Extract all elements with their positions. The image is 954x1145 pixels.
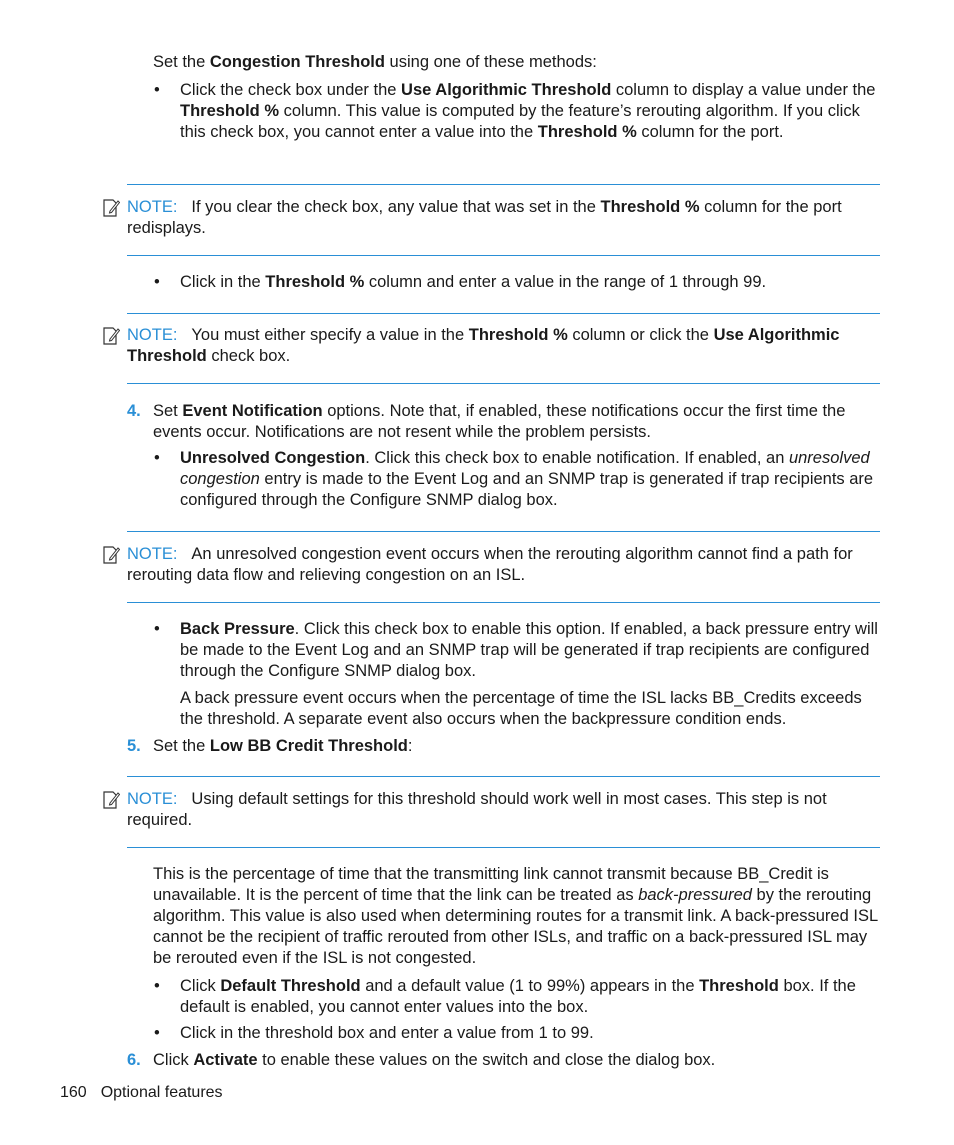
page-footer xyxy=(60,1082,223,1103)
step-text: options. Note that, if enabled, these notifications occur the first time the events occur. Notifications are not resent while the problem persists. xyxy=(153,402,846,441)
paragraph-text: This is the percentage of time that the transmitting link cannot transmit because BB_Credit is unavailable. It is the percent of time that the link can be treated as xyxy=(153,865,829,904)
note-specify-value xyxy=(127,325,880,367)
bullet-text: column and enter a value in the range of 1 through 99. xyxy=(364,273,767,291)
note-text: An unresolved congestion event occurs when the rerouting algorithm cannot find a path for rerouting data flow and relieving congestion on an ISL. xyxy=(127,545,853,584)
unresolved-congestion-term: Unresolved Congestion xyxy=(180,449,366,467)
bullet-text: entry is made to the Event Log and an SNMP trap is generated if trap recipients are configured through the Configure SNMP dialog box. xyxy=(180,470,874,509)
bullet-back-pressure xyxy=(180,619,880,682)
note-text: You must either specify a value in the xyxy=(191,326,469,344)
step-text: to enable these values on the switch and close the dialog box. xyxy=(257,1051,716,1069)
note-pencil-icon xyxy=(102,326,120,346)
back-pressure-term: Back Pressure xyxy=(180,620,295,638)
threshold-pct-term: Threshold % xyxy=(468,326,568,344)
note-top-rule xyxy=(127,531,880,532)
bullet-unresolved-congestion xyxy=(180,448,880,511)
threshold-pct-term: Threshold % xyxy=(537,123,637,141)
note-text: If you clear the check box, any value that was set in the xyxy=(191,198,601,216)
threshold-pct-term: Threshold % xyxy=(265,273,365,291)
page-number: 160 xyxy=(60,1084,87,1101)
intro-paragraph xyxy=(153,52,883,73)
note-label: NOTE: xyxy=(127,545,178,563)
unresolved-congestion-italic: unresolved congestion xyxy=(180,449,870,488)
step-event-notification xyxy=(153,401,883,443)
threshold-term: Threshold xyxy=(699,977,779,995)
bullet-use-algorithmic xyxy=(180,80,880,143)
note-text: check box. xyxy=(206,347,291,365)
note-text: column for the port redisplays. xyxy=(127,198,842,237)
paragraph-text: by the rerouting algorithm. This value is also used when determining routes for a transmit link. A back-pressured ISL cannot be the recipient of traffic rerouted from other ISLs, and traffic on a back-pressured ISL may be rerouted even if the ISL is not congested. xyxy=(153,886,878,967)
note-top-rule xyxy=(127,313,880,314)
step-low-bb-credit xyxy=(153,736,883,757)
intro-text: Set the xyxy=(153,53,210,71)
bullet-text: column. This value is computed by the feature’s rerouting algorithm. If you click this check box, you cannot enter a value into the xyxy=(180,102,860,141)
bullet-text: and a default value (1 to 99%) appears in the xyxy=(360,977,700,995)
use-algorithmic-threshold-term: Use Algorithmic Threshold xyxy=(401,81,612,99)
note-pencil-icon xyxy=(102,545,120,565)
step-number: 4. xyxy=(127,402,141,420)
bullet-text: Click the check box under the xyxy=(180,81,402,99)
low-bb-credit-threshold-term: Low BB Credit Threshold xyxy=(209,737,408,755)
bullet-text: . Click this check box to enable this option. If enabled, a back pressure entry will be made to the Event Log and an SNMP trap will be generated if trap recipients are configured through the Configure SNMP dialog box. xyxy=(180,620,878,680)
bullet-text: Click xyxy=(180,977,221,995)
note-text: column or click the xyxy=(567,326,714,344)
intro-text-end: using one of these methods: xyxy=(384,53,597,71)
step-number: 5. xyxy=(127,737,141,755)
bullet-text: column for the port. xyxy=(636,123,784,141)
back-pressured-italic: back-pressured xyxy=(638,886,752,904)
note-pencil-icon xyxy=(102,198,120,218)
note-bottom-rule xyxy=(127,602,880,603)
note-label: NOTE: xyxy=(127,198,178,216)
note-pencil-icon xyxy=(102,790,120,810)
note-bottom-rule xyxy=(127,847,880,848)
step-text: : xyxy=(407,737,413,755)
step-text: Set the xyxy=(153,737,210,755)
bullet-text: box. If the default is enabled, you cannot enter values into the box. xyxy=(180,977,856,1016)
step-text: Set xyxy=(153,402,183,420)
note-default-settings xyxy=(127,789,880,831)
bullet-default-threshold xyxy=(180,976,880,1018)
threshold-pct-term: Threshold % xyxy=(180,102,280,120)
bullet-text: Click in the xyxy=(180,273,266,291)
bullet-text: . Click this check box to enable notification. If enabled, an xyxy=(365,449,789,467)
bullet-text: column to display a value under the xyxy=(611,81,876,99)
note-label: NOTE: xyxy=(127,790,178,808)
congestion-threshold-term: Congestion Threshold xyxy=(209,53,385,71)
activate-term: Activate xyxy=(193,1051,258,1069)
note-label: NOTE: xyxy=(127,326,178,344)
threshold-pct-term: Threshold % xyxy=(600,198,700,216)
back-pressure-paragraph: A back pressure event occurs when the percentage of time the ISL lacks BB_Credits exceeds the threshold. A separate event also occurs when the backpressure condition ends. xyxy=(180,689,862,728)
step-activate xyxy=(153,1050,883,1071)
note-top-rule xyxy=(127,776,880,777)
bullet-threshold-box xyxy=(180,1023,880,1044)
percentage-paragraph xyxy=(153,864,883,969)
note-bottom-rule xyxy=(127,255,880,256)
note-bottom-rule xyxy=(127,383,880,384)
note-unresolved-event xyxy=(127,544,880,586)
bullet-text: Click in the threshold box and enter a value from 1 to 99. xyxy=(180,1024,594,1042)
section-title: Optional features xyxy=(100,1084,223,1101)
step-number: 6. xyxy=(127,1051,141,1069)
event-notification-term: Event Notification xyxy=(182,402,323,420)
use-algorithmic-threshold-term: Use Algorithmic Threshold xyxy=(127,326,840,365)
step-text: Click xyxy=(153,1051,194,1069)
note-top-rule xyxy=(127,184,880,185)
bullet-threshold-column xyxy=(180,272,880,293)
default-threshold-term: Default Threshold xyxy=(220,977,361,995)
note-clear-checkbox xyxy=(127,197,880,239)
note-text: Using default settings for this threshold should work well in most cases. This step is not required. xyxy=(127,790,827,829)
